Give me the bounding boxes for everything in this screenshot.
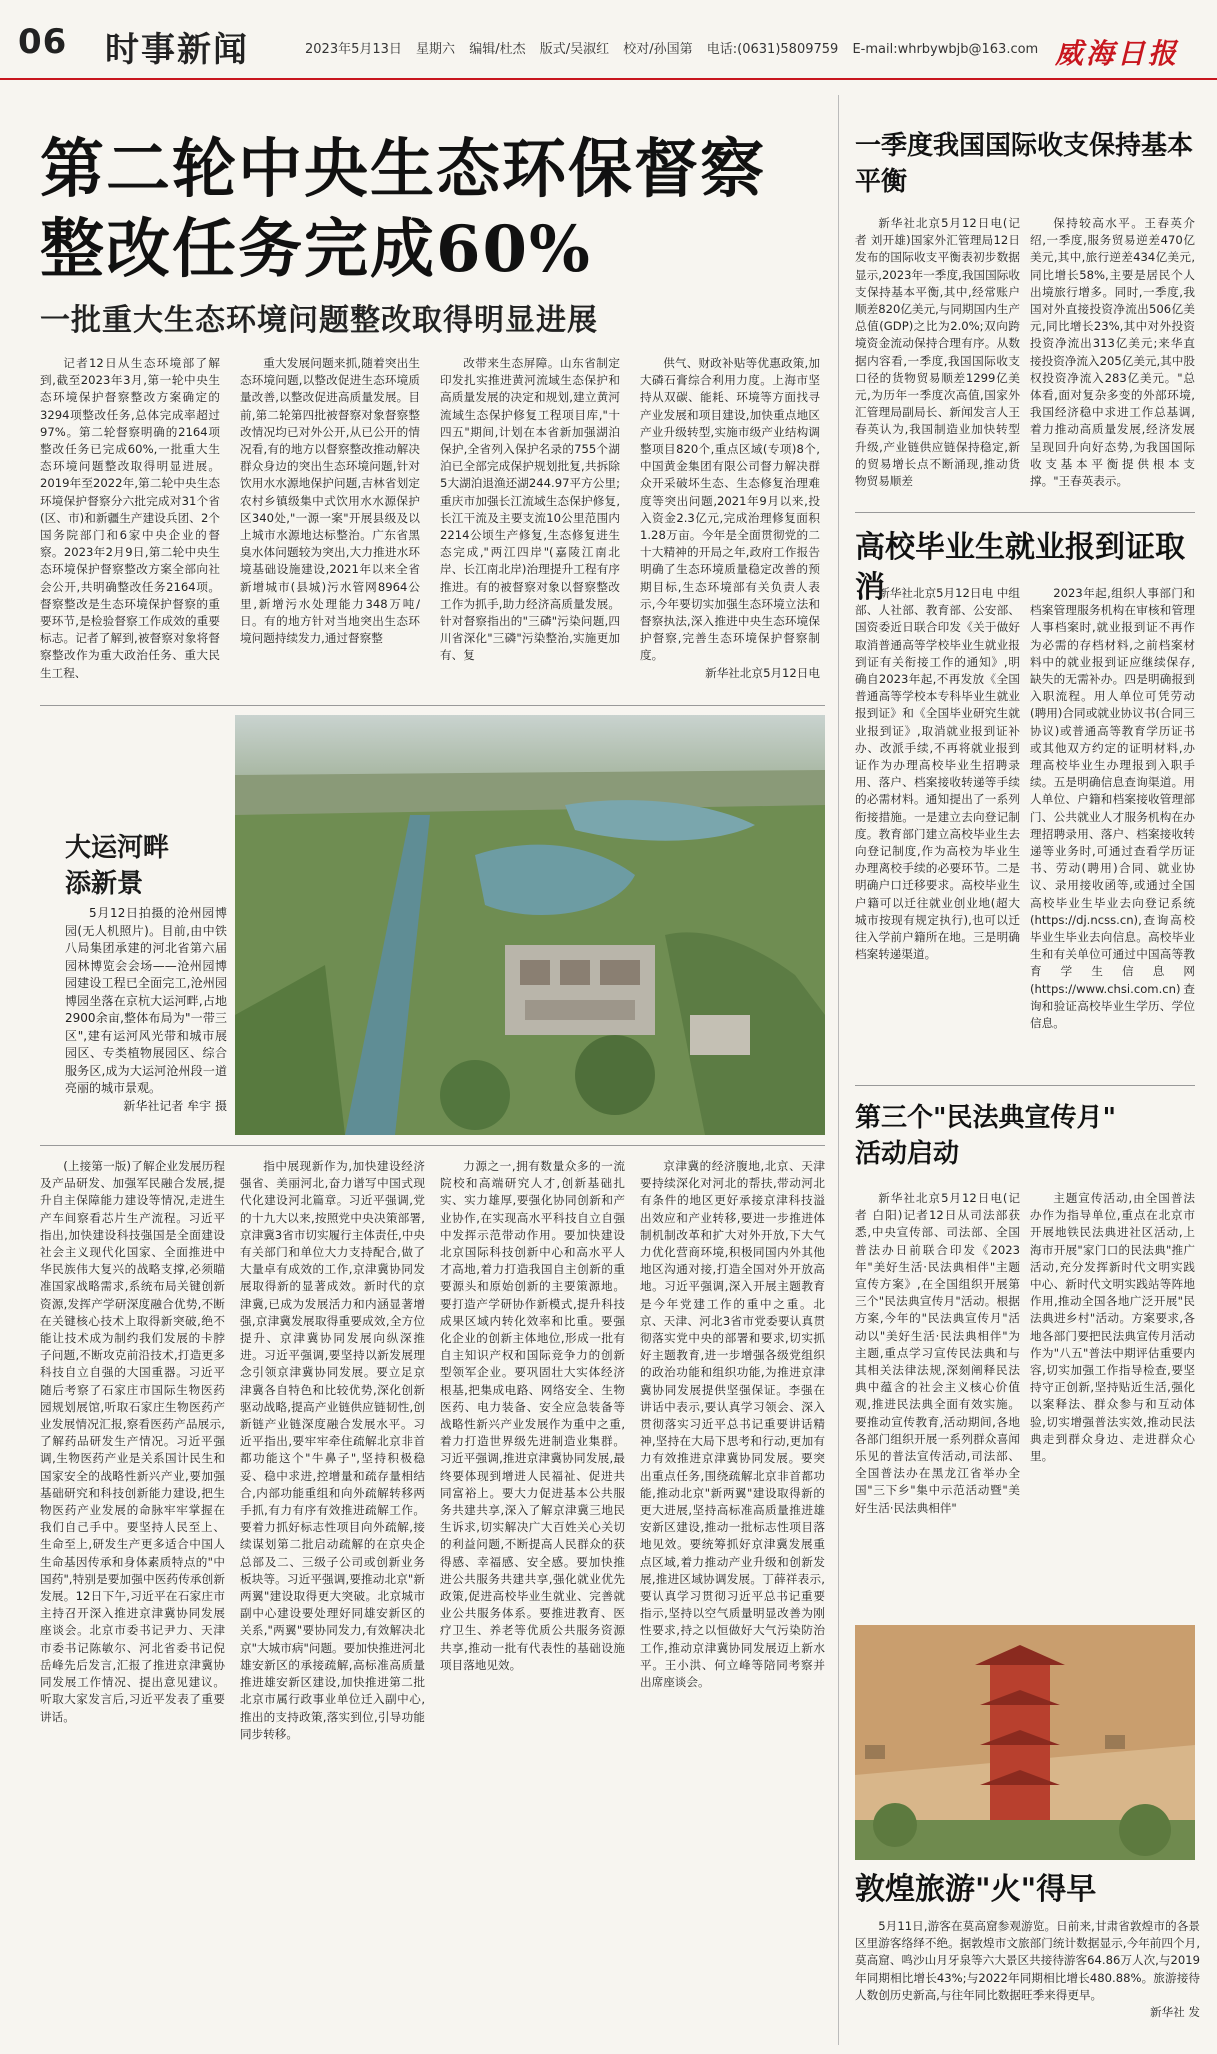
dunhuang-caption: 5月11日,游客在莫高窟参观游览。日前来,甘肃省敦煌市的各景区里游客络绎不绝。据敦煌市文旅部门统计数据显示,今年前四个月,莫高窟、鸣沙山月牙泉等六大景区共接待游客64.86万人次,与2019年同期相比增长43%;与2022年同期相比增长480.88%。旅游接待人数创历史新高,与往年同比数据旺季来得更早。 新华社 发 — [855, 1918, 1200, 2043]
lead-column-4: 供气、财政补贴等优惠政策,加大磷石膏综合利用力度。上海市坚持从双碳、能耗、环境等方面找寻产业发展和项目建设,加快重点地区产业升级转型,实施市级产业结构调整项目820个,重点区域(专项)8个,中国黄金集团有限公司督力解决群众开采破坏生态、生态修复治理难度等突出问题,2021年9月以来,投入资金2.3亿元,完成治理修复面积1.28万亩。今年是全面贯彻党的二十大精神的开局之年,政府工作报告明确了生态环境质量稳定改善的预期目标,生态环境部有关负责人表示,今年要切实加强生态环境立法和督察执法,深入推进中央生态环境保护督察,完善生态环境保护督察制度。 新华社北京5月12日电 — [640, 355, 820, 695]
canal-aerial-photo — [235, 715, 825, 1135]
canal-photo-graphic — [235, 715, 825, 1135]
newspaper-logo: 威海日报 — [1055, 37, 1180, 70]
civil-code-column-1: 新华社北京5月12日电(记者 白阳)记者12日从司法部获悉,中央宣传部、司法部、全国普法办日前联合印发《2023年"美好生活·民法典相伴"主题宣传方案》,在全国组织开展第三个"民法典宣传月"活动。根据方案,今年的"民法典宣传月"活动以"美好生活·民法典相伴"为主题,重点学习宣传民法典和与其相关法律法规,深刻阐释民法典中蕴含的社会主义核心价值观,推进民法典全面有效实施。要推动宣传教育,活动期间,各地各部门组织开展一系列群众喜闻乐见的普法宣传活动,司法部、全国普法办在黑龙江省举办全国"三下乡"集中示范活动暨"美好生活·民法典相伴" — [855, 1191, 1020, 1515]
graduates-headline: 高校毕业生就业报到证取消 — [855, 530, 1185, 605]
email: E-mail:whrbywbjb@163.com — [852, 42, 1039, 57]
section-rule — [40, 1145, 825, 1146]
civil-code-column-2: 主题宣传活动,由全国普法办作为指导单位,重点在北京市开展地铁民法典进社区活动,上海市开展"家门口的民法典"推广活动,充分发挥新时代文明实践中心、新时代文明实践站等阵地作用,推动全国各地广泛开展"民法典进乡村"活动。方案要求,各地各部门要把民法典宣传月活动作为"八五"普法中期评估重要内容,切实加强工作指导检查,要坚持守正创新,坚持贴近生活,强化以案释法、群众参与和互动体验,切实增强普法实效,推动民法典走到群众身边、走进群众心里。 — [1030, 1191, 1195, 1464]
proof-credit: 校对/孙国第 — [623, 42, 693, 57]
lead-column-1: 记者12日从生态环境部了解到,截至2023年3月,第一轮中央生态环境保护督察整改方案确定的3294项整改任务,总体完成率超过97%。第二轮督察明确的2164项整改任务已完成60%,一批重大生态环境问题整改取得明显进展。2019年至2022年,第二轮中央生态环境保护督察分六批完成对31个省(区、市)和新疆生产建设兵团、2个国务院部门和6家中央企业的督察。2023年2月9日,第二轮中央生态环境保护督察整改方案全部向社会公开,共明确整改任务2164项。督察整改是生态环境保护督察的重要环节,是检验督察工作成效的重要标志。记者了解到,被督察对象将督察整改作为重大政治任务、重大民生工程、 — [40, 356, 220, 680]
lead-dateline: 新华社北京5月12日电 — [705, 665, 820, 680]
column-divider — [838, 95, 839, 2045]
canal-caption: 5月12日拍摄的沧州园博园(无人机照片)。目前,由中铁八局集团承建的河北省第六届园林博览会会场——沧州园博园建设工程已全面完工,沧州园博园坐落在京杭大运河畔,占地2900余亩,整体布局为"一带三区",建有运河风光带和城市展园区、专类植物展园区、综合服务区,成为大运河沧州段一道亮丽的城市景观。 新华社记者 牟宇 摄 — [65, 905, 227, 1115]
page-number: 06 — [18, 22, 68, 62]
civil-code-headline-line2: 活动启动 — [855, 1139, 960, 1169]
phone: 电话:(0631)5809759 — [706, 42, 839, 57]
lead-headline: 第二轮中央生态环保督察整改任务完成60% — [40, 132, 766, 287]
issue-date: 2023年5月13日 — [305, 42, 402, 57]
masthead-meta — [305, 38, 1048, 57]
section-rule — [40, 705, 825, 706]
canal-headline — [65, 830, 169, 902]
payments-column-2: 保持较高水平。王春英介绍,一季度,服务贸易逆差470亿美元,其中,旅行逆差434亿美元,同比增长58%,主要是居民个人出境旅行增多。同时,一季度,我国对外直接投资净流出506亿美元,同比增长23%,其中对外投资投资净流出313亿美元;来华直接投资净流入205亿美元,其中股权投资净流入283亿美元。"总体看,面对复杂多变的外部环境,我国经济稳中求进工作总基调,着力推动高质量发展,经济发展呈现回升向好态势,为我国国际收支基本平衡提供根本支撑。"王春英表示。 — [1030, 216, 1195, 489]
dunhuang-credit: 新华社 发 — [1149, 2005, 1200, 2020]
continued-column-4: 京津冀的经济腹地,北京、天津要持续深化对河北的帮扶,带动河北有条件的地区更好承接京津科技溢出效应和产业转移,要进一步推进体制机制改革和扩大对外开放,下大气力优化营商环境,积极同国内外其他地区沟通对接,打造全国对外开放高地。习近平强调,深入开展主题教育是今年党建工作的重中之重。北京、天津、河北3省市党委要认真贯彻落实党中央的部署和要求,切实抓好主题教育,进一步增强各级党组织的政治功能和组织功能,为推进京津冀协同发展提供坚强保证。李强在讲话中表示,要认真学习领会、深入贯彻落实习近平总书记重要讲话精神,坚持在大局下思考和行动,更加有力有效推进京津冀协同发展。要突出重点任务,围绕疏解北京非首都功能,推动北京"新两翼"建设取得新的更大进展,坚持高标准高质量推进雄安新区建设,推动一批标志性项目落地见效。要统筹抓好京津冀发展重点区域,着力推动产业升级和创新发展,推进区域协调发展。丁薛祥表示,要认真学习贯彻习近平总书记重要指示,坚持以空气质量明显改善为刚性要求,持之以恒做好大气污染防治工作,推动京津冀协同发展迈上新水平。王小洪、何立峰等陪同考察并出席座谈会。 — [640, 1159, 825, 1690]
civil-code-headline-line1: 第三个"民法典宣传月" — [855, 1103, 1117, 1133]
continued-column-1: (上接第一版)了解企业发展历程及产品研发、加强军民融合发展,提升自主保障能力建设等情况,走进生产车间察看芯片生产流程。习近平指出,加快建设科技强国是全面建设社会主义现代化国家、全面推进中华民族伟大复兴的战略支撑,必须瞄准国家战略需求,系统布局关键创新资源,发挥产学研深度融合优势,不断在关键核心技术上取得新突破,绝不能让技术成为制约我们发展的卡脖子问题,不断攻克前沿技术,打造更多科技自立自强的大国重器。习近平随后考察了石家庄市国际生物医药园规划展馆,听取石家庄生物医药产业发展情况汇报,察看医药产品展示,了解药品研发生产情况。习近平强调,生物医药产业是关系国计民生和国家安全的战略性新兴产业,要加强基础研究和科技创新能力建设,把生物医药产业发展的命脉牢牢掌握在我们自己手中。要坚持人民至上、生命至上,研发生产更多适合中国人生命基因传承和身体素质特点的"中国药",特别是要加强中医药传承创新发展。12日下午,习近平在石家庄市主持召开深入推进京津冀协同发展座谈会。北京市委书记尹力、天津市委书记陈敏尔、河北省委书记倪岳峰先后发言,汇报了推进京津冀协同发展工作情况、提出意见建议。听取大家发言后,习近平发表了重要讲话。 — [40, 1159, 225, 1724]
payments-column-1: 新华社北京5月12日电(记者 刘开雄)国家外汇管理局12日发布的国际收支平衡表初步数据显示,2023年一季度,我国国际收支保持基本平衡,其中,经常账户顺差820亿美元,与同期国内生产总值(GDP)之比为2.0%;双向跨境资金流动保持合理有序。从数据内容看,一季度,我国国际收支口径的货物贸易顺差1299亿美元,为历年一季度次高值,国家外汇管理局副局长、新闻发言人王春英认为,我国制造业加快转型升级,产业链供应链保持稳定,新的贸易增长点不断涌现,推动货物贸易顺差 — [855, 216, 1020, 489]
canal-headline-line2: 添新景 — [65, 869, 144, 899]
section-rule — [855, 1085, 1195, 1086]
lead-column-2: 重大发展问题来抓,随着突出生态环境问题,以整改促进生态环境质量改善,以整改促进高质量发展。目前,第二轮第四批被督察对象督察整改情况均已对外公开,从已公开的情况看,有的地方以督察整改推动解决群众身边的突出生态环境问题,针对饮用水水源地保护问题,吉林省划定农村乡镇级集中式饮用水水源保护区340处,"一源一案"开展县级及以上城市水源地达标整治。广东省黑臭水体问题较为突出,大力推进水环境基础设施建设,2021年以来全省新增城市(县城)污水管网8964公里,新增污水处理能力348万吨/日。有的地方针对当地突出生态环境问题持续发力,通过督察整 — [240, 356, 420, 646]
dunhuang-headline: 敦煌旅游"火"得早 — [855, 1872, 1097, 1907]
graduates-column-1: 新华社北京5月12日电 中组部、人社部、教育部、公安部、国资委近日联合印发《关于做好取消普通高等学校毕业生就业报到证有关衔接工作的通知》,明确自2023年起,不再发放《全国普通高等学校本专科毕业生就业报到证》和《全国毕业研究生就业报到证》,取消就业报到证补办、改派手续,不再将就业报到证作为办理高校毕业生招聘录用、落户、档案接收转递等手续的必需材料。通知提出了一系列衔接措施。一是建立去向登记制度。教育部门建立高校毕业生去向登记制度,作为高校为毕业生办理离校手续的必要环节。二是明确户口迁移要求。高校毕业生户籍可以迁往就业创业地(超大城市按现有规定执行),也可以迁往入学前户籍所在地。三是明确档案转递渠道。 — [855, 586, 1020, 962]
weekday: 星期六 — [416, 42, 456, 57]
graduates-column-2: 2023年起,组织人事部门和档案管理服务机构在审核和管理人事档案时,就业报到证不再作为必需的存档材料,之前档案材料中的就业报到证应继续保存,缺失的无需补办。四是明确报到入职流程。用人单位可凭劳动(聘用)合同或就业协议书(合同三协议)或普通高等教育学历证书或其他双方约定的证明材料,办理高校毕业生办理报到入职手续。五是明确信息查询渠道。用人单位、户籍和档案接收管理部门、公共就业人才服务机构在办理招聘录用、落户、档案接收转递等业务时,可通过查看学历证书、劳动(聘用)合同、就业协议、录用接收函等,或通过全国高校毕业生毕业去向登记系统(https://dj.ncss.cn),查询高校毕业生毕业去向信息。高校毕业生和有关单位可通过中国高等教育学生信息网(https://www.chsi.com.cn)查询和验证高校毕业生学历、学位信息。 — [1030, 586, 1195, 1031]
continued-column-2: 指中展现新作为,加快建设经济强省、美丽河北,奋力谱写中国式现代化建设河北篇章。习近平强调,党的十九大以来,按照党中央决策部署,京津冀3省市切实履行主体责任,中央有关部门和单位大力支持配合,做了大量卓有成效的工作,京津冀协同发展取得新的显著成效。新时代的京津冀,已成为发展活力和内涵显著增强,京津冀发展取得重要成效,全方位提升、京津冀协同发展向纵深推进。习近平强调,要坚持以新发展理念引领京津冀协同发展。要立足京津冀各自特色和比较优势,深化创新驱动战略,提高产业链供应链韧性,创新链产业链深度融合发展水平。习近平指出,要牢牢牵住疏解北京非首都功能这个"牛鼻子",坚持积极稳妥、稳中求进,控增量和疏存量相结合,内部功能重组和向外疏解转移两手抓,有力有序有效推进疏解工作。要着力抓好标志性项目向外疏解,接续谋划第二批启动疏解的在京央企总部及二、三级子公司或创新业务板块等。习近平强调,要推动北京"新两翼"建设取得更大突破。北京城市副中心建设要处理好同雄安新区的关系,"两翼"要协同发力,有效解决北京"大城市病"问题。要加快推进河北雄安新区的承接疏解,高标准高质量推进雄安新区建设,加快推进第二批北京市属行政事业单位迁入副中心,推出的支持政策,落实到位,引导功能同步转移。 — [240, 1159, 425, 1741]
editor: 编辑/杜杰 — [469, 42, 526, 57]
layout-credit: 版式/吴淑红 — [539, 42, 610, 57]
section-rule — [855, 512, 1195, 513]
lead-column-3: 改带来生态屏障。山东省制定印发扎实推进黄河流域生态保护和高质量发展的决定和规划,建立黄河流域生态保护修复工程项目库,"十四五"期间,计划在本省新加强湖泊保护,全省列入保护名录的755个湖泊已全部完成保护规划批复,共拆除5大湖泊退渔还湖244.97平方公里;重庆市加强长江流域生态保护修复,长江干流及主要支流10公里范围内2214公顷生产修复,生态修复进生态完成,"两江四岸"(嘉陵江南北岸、长江南北岸)治理提升工程有序推进。有的被督察对象以督察整改工作为抓手,助力经济高质量发展。针对督察指出的"三磷"污染问题,四川省深化"三磷"污染整治,实施更加有、复 — [440, 356, 620, 663]
dunhuang-photo — [855, 1625, 1195, 1860]
payments-headline: 一季度我国国际收支保持基本平衡 — [855, 131, 1194, 197]
lead-subheadline: 一批重大生态环境问题整改取得明显进展 — [40, 303, 598, 338]
canal-headline-line1: 大运河畔 — [65, 833, 170, 863]
civil-code-headline — [855, 1100, 1200, 1172]
section-title: 时事新闻 — [105, 30, 249, 70]
dunhuang-photo-graphic — [855, 1625, 1195, 1860]
continued-column-3: 力源之一,拥有数量众多的一流院校和高端研究人才,创新基础扎实、实力雄厚,要强化协同创新和产业协作,在实现高水平科技自立自强中发挥示范带动作用。要加快建设北京国际科技创新中心和高水平人才高地,着力打造我国自主创新的重要源头和原始创新的主要策源地。要打造产学研协作新模式,提升科技成果区域内转化效率和比重。要强化企业的创新主体地位,形成一批有自主知识产权和国际竞争力的创新型领军企业。要巩固壮大实体经济根基,把集成电路、网络安全、生物医药、电力装备、安全应急装备等战略性新兴产业发展作为重中之重,着力打造世界级先进制造业集群。习近平强调,推进京津冀协同发展,最终要体现到增进人民福祉、促进共同富裕上。要大力促进基本公共服务共建共享,深入了解京津冀三地民生诉求,切实解决广大百姓关心关切的利益问题,不断提高人民群众的获得感、幸福感、安全感。要加快推进公共服务共建共享,强化就业优先政策,促进高校毕业生就业、完善就业公共服务体系。要推进教育、医疗卫生、养老等优质公共服务资源共享,推动一批有代表性的基础设施项目落地见效。 — [440, 1159, 625, 1672]
canal-credit: 新华社记者 牟宇 摄 — [123, 1098, 227, 1113]
